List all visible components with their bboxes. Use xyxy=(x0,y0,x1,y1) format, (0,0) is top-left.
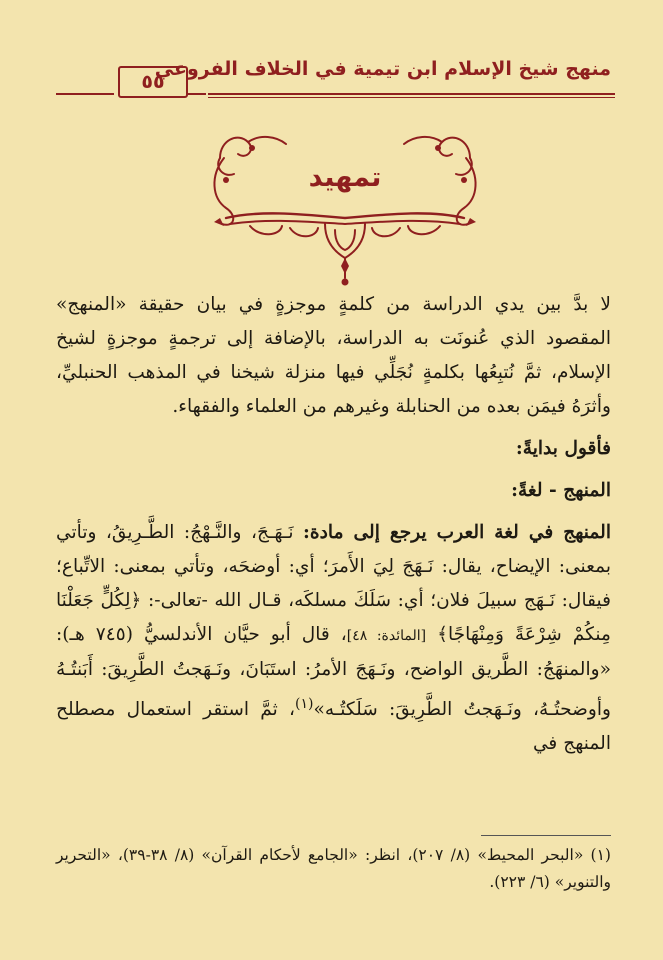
definition-text-a: نَـهَـجَ، والنَّـهْجُ: الطَّـرِيقُ، وتأتي بمعنى: الإيضاح، يقال: نَـهَجَ لِيَ الأَمرَ؛ أي: أوضحَه، وتأتي بمعنى: الاتِّباع؛ فيقال: نَـهَج سبيلَ فلان؛ أي: سَلَكَ مسلكَه، قـال الله -تعالى-: xyxy=(56,522,612,611)
definition-paragraph xyxy=(56,516,611,761)
heading-beginning: فأقول بدايةً: xyxy=(515,438,611,459)
quran-reference: [المائدة: ٤٨] xyxy=(346,628,427,644)
body-text xyxy=(56,288,611,761)
footnote: (١) «البحر المحيط» (٨/ ٢٠٧)، انظر: «الجامع لأحكام القرآن» (٨/ ٣٨-٣٩)، «التحرير والتنوير» (٦/ ٢٢٣). xyxy=(56,846,611,891)
ornament-frame-icon xyxy=(190,118,500,290)
running-header-title: منهج شيخ الإسلام ابن تيمية في الخلاف الفروعي xyxy=(154,58,611,80)
definition-text-b: ، قال أبو حيَّان الأندلسيُّ (٧٤٥ هـ): «والمنهَجُ: الطَّريق الواضح، ونَـهَجَ الأمرُ: استَبَانَ، ونَـهَجتُ الطَّرِيقَ: أَبَنتُـهُ وأوضحتُـهُ، ونَـهَجتُ الطَّرِيقَ: سَلَكتُـه» xyxy=(56,624,611,721)
header-rule-mid xyxy=(188,93,206,95)
header-rule xyxy=(208,93,615,95)
footnote-rule xyxy=(481,835,611,836)
header-rule-thin xyxy=(208,97,615,98)
definition-text-c: ، ثمَّ استقر استعمال مصطلح المنهج في xyxy=(56,699,611,755)
section-title: تمهيد xyxy=(308,162,382,193)
quran-verse: ﴿لِكُلٍّ جَعَلْنَا مِنكُمْ شِرْعَةً وَمِنْهَاجًا﴾ xyxy=(56,590,611,645)
page-number: ٥٥ xyxy=(118,66,188,98)
definition-lead: المنهج في لغة العرب يرجع إلى مادة: xyxy=(303,522,611,543)
footnote-marker: (١) xyxy=(294,696,314,712)
header-rule-left xyxy=(56,93,114,95)
intro-paragraph: لا بدَّ بين يدي الدراسة من كلمةٍ موجزةٍ في بيان حقيقة «المنهج» المقصود الذي عُنونَت به الدراسة، بالإضافة إلى ترجمةٍ موجزةٍ لشيخ الإسلام، ثمَّ نُتبِعُها بكلمةٍ نُجَلِّي فيها منزلة شيخنا في المذهب الحنبليِّ، وأثرَهُ فيمَن بعده من الحنابلة وغيرهم من العلماء والفقهاء. xyxy=(56,294,611,417)
heading-language: المنهج - لغةً: xyxy=(511,480,611,501)
